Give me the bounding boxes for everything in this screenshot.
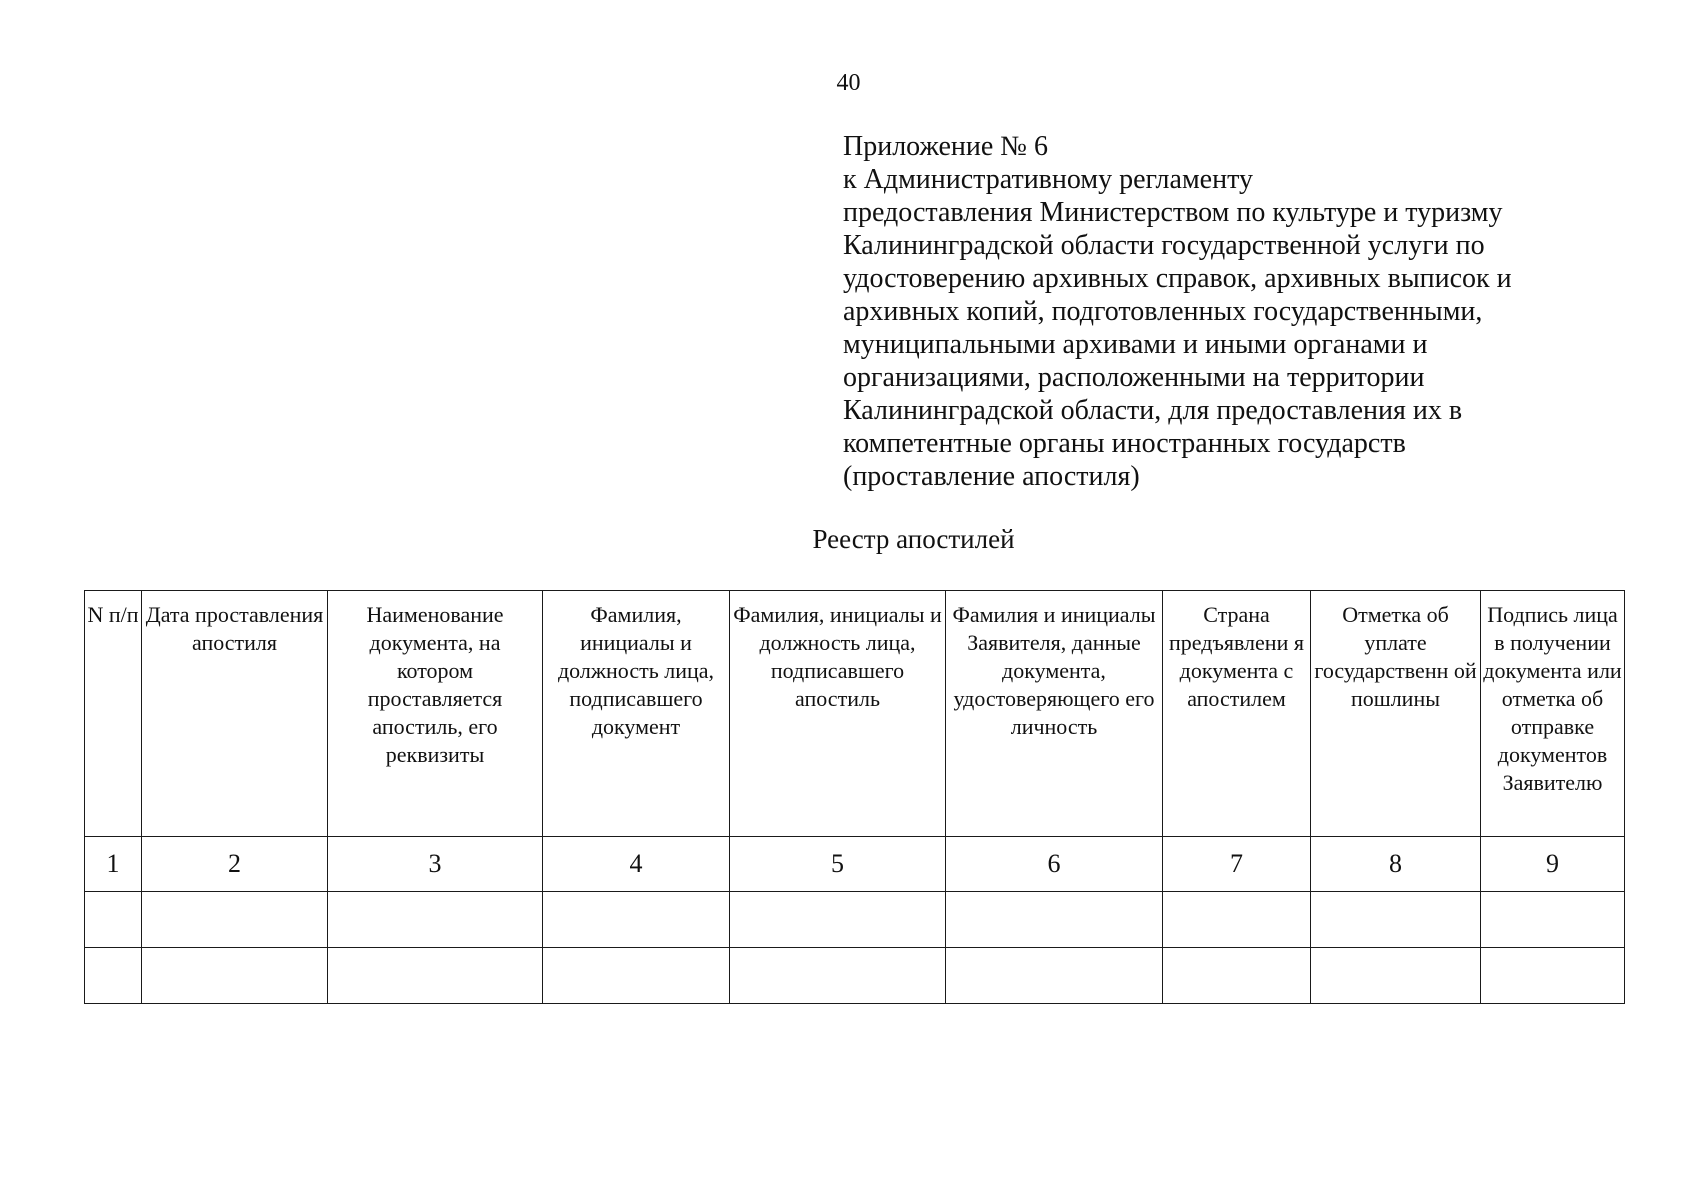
appendix-subtitle: к Административному регламенту — [843, 164, 1253, 195]
column-header-document-signer: Фамилия, инициалы и должность лица, подписавшего документ — [543, 591, 730, 837]
empty-cell — [328, 948, 543, 1004]
appendix-title: Приложение № 6 — [843, 131, 1048, 162]
empty-cell — [1311, 948, 1481, 1004]
appendix-text-line: муниципальными архивами и иными органами и — [843, 329, 1428, 360]
appendix-text-line: компетентные органы иностранных государств — [843, 428, 1406, 459]
appendix-text-line: (проставление апостиля) — [843, 461, 1140, 492]
empty-cell — [730, 948, 946, 1004]
apostille-registry-table — [84, 590, 1625, 1004]
appendix-header — [843, 130, 1600, 493]
column-number: 1 — [85, 837, 142, 892]
empty-cell — [1481, 948, 1625, 1004]
empty-cell — [730, 892, 946, 948]
empty-cell — [543, 948, 730, 1004]
column-header-apostille-signer: Фамилия, инициалы и должность лица, подписавшего апостиль — [730, 591, 946, 837]
registry-title: Реестр апостилей — [812, 524, 1015, 554]
empty-cell — [85, 892, 142, 948]
column-number: 7 — [1163, 837, 1311, 892]
empty-cell — [142, 892, 328, 948]
column-header-number: N п/п — [85, 591, 142, 837]
table-row-empty — [85, 892, 1625, 948]
appendix-text-line: удостоверению архивных справок, архивных выписок и — [843, 263, 1512, 294]
appendix-text-line: организациями, расположенными на территории — [843, 362, 1425, 393]
empty-cell — [946, 948, 1163, 1004]
table-row-empty — [85, 948, 1625, 1004]
column-number: 4 — [543, 837, 730, 892]
column-header-applicant: Фамилия и инициалы Заявителя, данные документа, удостоверяющего его личность — [946, 591, 1163, 837]
empty-cell — [85, 948, 142, 1004]
column-number: 6 — [946, 837, 1163, 892]
appendix-text-line: Калининградской области, для предоставления их в — [843, 395, 1463, 426]
column-header-signature: Подпись лица в получении документа или отметка об отправке документов Заявителю — [1481, 591, 1625, 837]
column-number: 3 — [328, 837, 543, 892]
page-number: 40 — [836, 70, 861, 96]
column-header-document-name: Наименование документа, на котором проставляется апостиль, его реквизиты — [328, 591, 543, 837]
column-number: 8 — [1311, 837, 1481, 892]
column-header-fee: Отметка об уплате государственн ой пошлины — [1311, 591, 1481, 837]
empty-cell — [1481, 892, 1625, 948]
column-header-date: Дата проставления апостиля — [142, 591, 328, 837]
empty-cell — [142, 948, 328, 1004]
appendix-text-line: Калининградской области государственной услуги по — [843, 230, 1485, 261]
column-number: 9 — [1481, 837, 1625, 892]
column-header-country: Страна предъявлени я документа с апостилем — [1163, 591, 1311, 837]
empty-cell — [1163, 892, 1311, 948]
empty-cell — [946, 892, 1163, 948]
empty-cell — [543, 892, 730, 948]
empty-cell — [328, 892, 543, 948]
appendix-text-line: предоставления Министерством по культуре и туризму — [843, 197, 1503, 228]
empty-cell — [1311, 892, 1481, 948]
column-number: 5 — [730, 837, 946, 892]
empty-cell — [1163, 948, 1311, 1004]
column-numbers-row — [85, 837, 1625, 892]
column-number: 2 — [142, 837, 328, 892]
table-header-row — [85, 591, 1625, 837]
appendix-text-line: архивных копий, подготовленных государственными, — [843, 296, 1483, 327]
